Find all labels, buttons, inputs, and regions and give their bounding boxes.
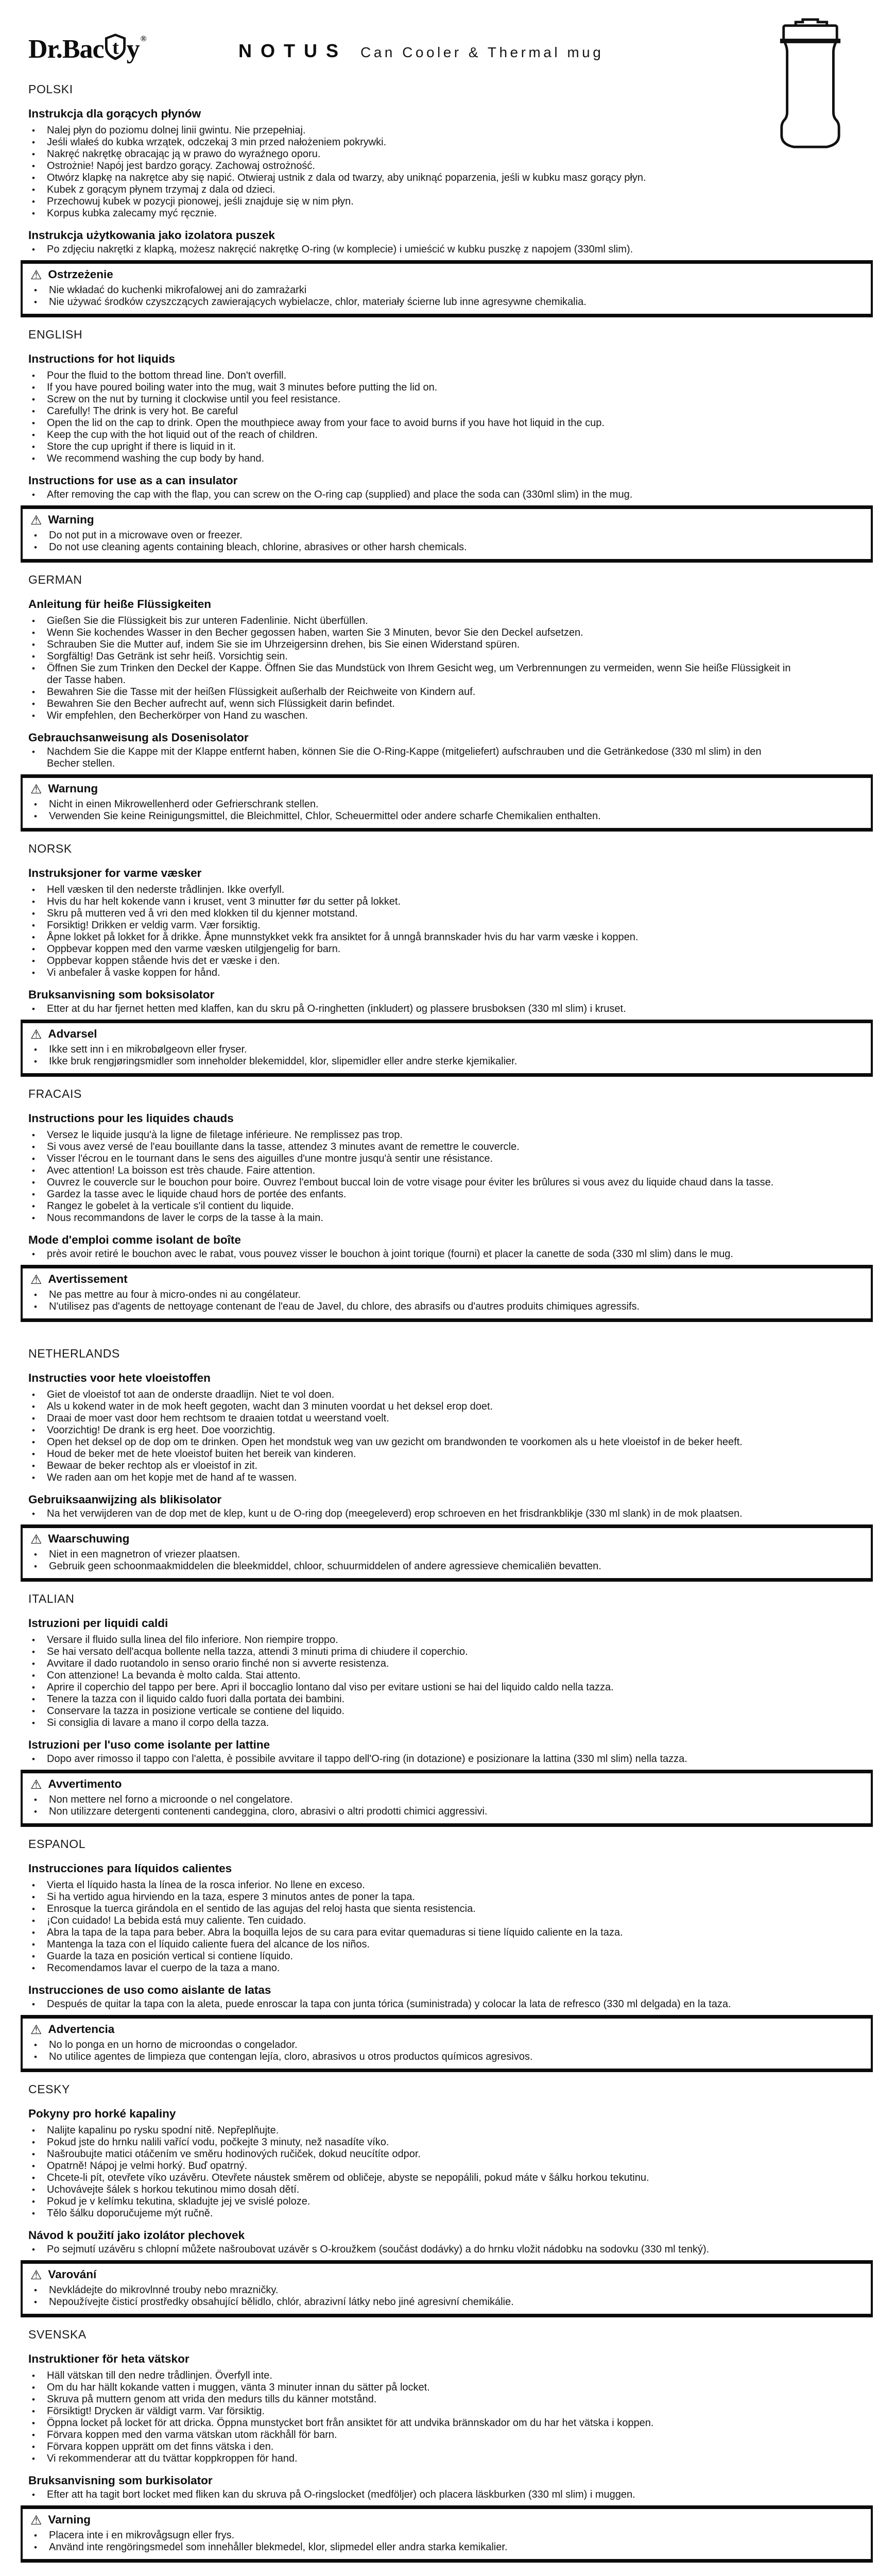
bullet-item: • Draai de moer vast door hem rechtsom te draaien totdat u weerstand voelt.: [28, 1413, 796, 1425]
warning-header: [30, 1777, 860, 1791]
can-insulator-list: [28, 1508, 873, 1520]
warning-header: [30, 782, 860, 795]
bullet-item: • Vi anbefaler å vaske koppen for hånd.: [28, 967, 796, 979]
bullet-item: • Nalej płyn do poziomu dolnej linii gwintu. Nie przepełniaj.: [28, 125, 796, 137]
bullet-item: • N'utilisez pas d'agents de nettoyage contenant de l'eau de Javel, du chlore, des abrasifs ou d'autres produits chimiques agressifs.: [30, 1301, 840, 1313]
bullet-item: • Schrauben Sie die Mutter auf, indem Sie sie im Uhrzeigersinn drehen, bis Sie einen Widerstand spüren.: [28, 639, 796, 651]
warning-title: Varování: [48, 2268, 97, 2281]
warning-title: Waarschuwing: [48, 1532, 130, 1545]
bullet-item: • Houd de beker met de hete vloeistof buiten het bereik van kinderen.: [28, 1448, 796, 1460]
section-italian: [28, 1592, 873, 1827]
bullet-item: • We raden aan om het kopje met de hand af te wassen.: [28, 1472, 796, 1484]
warning-triangle-icon: ⚠: [30, 2267, 42, 2282]
bullet-item: • Kubek z gorącym płynem trzymaj z dala od dzieci.: [28, 184, 796, 196]
warning-title: Varning: [48, 2513, 91, 2526]
bullet-item: • Etter at du har fjernet hetten med klaffen, kan du skru på O-ringhetten (inkludert) og plassere brusboksen (330 ml slim) i kruset.: [28, 1003, 796, 1015]
bullet-item: • Recomendamos lavar el cuerpo de la taza a mano.: [28, 1962, 796, 1974]
bullet-item: • Non mettere nel forno a microonde o nel congelatore.: [30, 1794, 840, 1806]
warning-box: [21, 2260, 873, 2317]
hot-liquids-list: [28, 1634, 873, 1729]
warning-title: Warnung: [48, 782, 98, 795]
bullet-item: • Otwórz klapkę na nakrętce aby się napić. Otwieraj ustnik z dala od twarzy, aby uniknąć poparzenia, jeśli w kubku masz gorący płyn.: [28, 172, 796, 184]
can-insulator-heading: Návod k použití jako izolátor plechovek: [28, 2229, 245, 2242]
bullet-item: • Pokud jste do hrnku nalili vařící vodu, počkejte 3 minuty, než nasadíte víko.: [28, 2137, 796, 2148]
warning-list: [30, 530, 860, 553]
bullet-item: • près avoir retiré le bouchon avec le rabat, vous pouvez visser le bouchon à joint torique (fourni) et placer la canette de soda (330 ml slim) dans le mug.: [28, 1248, 796, 1260]
bullet-item: • Dopo aver rimosso il tappo con l'aletta, è possibile avvitare il tappo dell'O-ring (in dotazione) e posizionare la lattina (330 ml slim) nella tazza.: [28, 1753, 796, 1765]
bullet-item: • Si vous avez versé de l'eau bouillante dans la tasse, attendez 3 minutes avant de remettre le couvercle.: [28, 1141, 796, 1153]
can-insulator-heading: Instrukcja użytkowania jako izolatora puszek: [28, 229, 275, 242]
warning-box: [21, 1524, 873, 1582]
bullet-item: • Nicht in einen Mikrowellenherd oder Gefrierschrank stellen.: [30, 799, 840, 810]
bullet-item: • Avec attention! La boisson est très chaude. Faire attention.: [28, 1165, 796, 1177]
hot-liquids-heading: Instructions pour les liquides chauds: [28, 1112, 234, 1125]
hot-liquids-list: [28, 884, 873, 979]
bullet-item: • Pokud je v kelímku tekutina, skladujte jej ve svislé poloze.: [28, 2196, 796, 2208]
can-insulator-heading: Bruksanvisning som burkisolator: [28, 2474, 213, 2487]
warning-triangle-icon: ⚠: [30, 1026, 42, 1042]
warning-title: Ostrzeżenie: [48, 268, 113, 281]
hot-liquids-list: [28, 1129, 873, 1224]
bullet-item: • No lo ponga en un horno de microondas o congelador.: [30, 2039, 840, 2051]
hot-liquids-heading: Instructies voor hete vloeistoffen: [28, 1371, 211, 1384]
warning-triangle-icon: ⚠: [30, 2512, 42, 2528]
brand-name-left: Dr.Bac: [28, 35, 104, 64]
bullet-item: • Open the lid on the cap to drink. Open the mouthpiece away from your face to avoid burns if you have hot liquid in the cup.: [28, 417, 796, 429]
bullet-item: • ¡Con cuidado! La bebida está muy caliente. Ten cuidado.: [28, 1915, 796, 1927]
warning-list: [30, 799, 860, 822]
bullet-item: • Našroubujte matici otáčením ve směru hodinových ručiček, dokud neucítíte odpor.: [28, 2148, 796, 2160]
bullet-item: • Nalijte kapalinu po rysku spodní nitě. Nepřeplňujte.: [28, 2125, 796, 2137]
warning-box: [21, 505, 873, 563]
warning-title: Warning: [48, 513, 94, 526]
bullet-item: • Wenn Sie kochendes Wasser in den Becher gegossen haben, warten Sie 3 Minuten, bevor Sie den Deckel aufsetzen.: [28, 627, 796, 639]
language-label: ITALIAN: [28, 1592, 75, 1605]
can-insulator-heading: Bruksanvisning som boksisolator: [28, 988, 215, 1001]
bullet-item: • Versez le liquide jusqu'à la ligne de filetage inférieure. Ne remplissez pas trop.: [28, 1129, 796, 1141]
can-insulator-list: [28, 1753, 873, 1765]
section-english: [28, 328, 873, 563]
hot-liquids-heading: Instruksjoner for varme væsker: [28, 867, 202, 879]
warning-list: [30, 284, 860, 308]
bullet-item: • Bewahren Sie die Tasse mit der heißen Flüssigkeit außerhalb der Reichweite von Kindern auf.: [28, 686, 796, 698]
section-fracais: [28, 1087, 873, 1322]
warning-header: [30, 268, 860, 281]
bullet-item: • Om du har hällt kokande vatten i muggen, vänta 3 minuter innan du sätter på locket.: [28, 2382, 796, 2394]
hot-liquids-heading: Instrukcja dla gorących płynów: [28, 107, 201, 120]
can-insulator-list: [28, 2489, 873, 2501]
bullet-item: • We recommend washing the cup body by hand.: [28, 453, 796, 465]
bullet-item: • Open het deksel op de dop om te drinken. Open het mondstuk weg van uw gezicht om brandwonden te voorkomen als u hete vloeistof in de beker heeft.: [28, 1436, 796, 1448]
bullet-item: • Po sejmutí uzávěru s chlopní můžete našroubovat uzávěr s O-kroužkem (součást dodávky) a do hrnku vložit nádobku na sodovku (330 ml tenký).: [28, 2244, 796, 2256]
bullet-item: • Voorzichtig! De drank is erg heet. Doe voorzichtig.: [28, 1425, 796, 1436]
bullet-item: • Förvara koppen med den varma vätskan utom räckhåll för barn.: [28, 2429, 796, 2441]
bullet-item: • Abra la tapa de la tapa para beber. Abra la boquilla lejos de su cara para evitar quemaduras si tiene líquido caliente en la taza.: [28, 1927, 796, 1939]
bullet-item: • Nepoužívejte čisticí prostředky obsahující bělidlo, chlór, abrazivní látky nebo jiné agresivní chemikálie.: [30, 2296, 840, 2308]
bullet-item: • Vierta el líquido hasta la línea de la rosca inferior. No llene en exceso.: [28, 1879, 796, 1891]
hot-liquids-list: [28, 370, 873, 465]
bullet-item: • Bewahren Sie den Becher aufrecht auf, wenn sich Flüssigkeit darin befindet.: [28, 698, 796, 710]
warning-triangle-icon: ⚠: [30, 1776, 42, 1792]
bullet-item: • Nachdem Sie die Kappe mit der Klappe entfernt haben, können Sie die O-Ring-Kappe (mitgeliefert) aufschrauben und die Getränkedose (330 ml slim) in den Becher stellen.: [28, 746, 796, 770]
can-insulator-list: [28, 1248, 873, 1260]
product-subtitle: Can Cooler & Thermal mug: [360, 44, 604, 60]
warning-triangle-icon: ⚠: [30, 1272, 42, 1287]
warning-box: [21, 774, 873, 832]
bullet-item: • Vi rekommenderar att du tvättar koppkroppen för hand.: [28, 2453, 796, 2465]
warning-box: [21, 2015, 873, 2072]
bullet-item: • Korpus kubka zalecamy myć ręcznie.: [28, 208, 796, 219]
language-label: SVENSKA: [28, 2328, 87, 2341]
language-label: ESPANOL: [28, 1837, 86, 1851]
warning-title: Advarsel: [48, 1027, 97, 1040]
can-insulator-heading: Istruzioni per l'uso come isolante per lattine: [28, 1738, 270, 1751]
section-polski: [28, 82, 873, 317]
bullet-item: • Mantenga la taza con el líquido caliente fuera del alcance de los niños.: [28, 1939, 796, 1951]
can-insulator-heading: Gebrauchsanweisung als Dosenisolator: [28, 731, 249, 744]
hot-liquids-heading: Instrucciones para líquidos calientes: [28, 1862, 232, 1875]
bullet-item: • Chcete-li pít, otevřete víko uzávěru. Otevřete náustek směrem od obličeje, abyste se nepopálili, pokud máte v šálku horkou tekutinu.: [28, 2172, 796, 2184]
language-label: GERMAN: [28, 573, 82, 586]
bullet-item: • Con attenzione! La bevanda è molto calda. Stai attento.: [28, 1670, 796, 1682]
shield-icon: [105, 33, 126, 67]
bullet-item: • Oppbevar koppen med den varme væsken utilgjengelig for barn.: [28, 943, 796, 955]
can-insulator-heading: Instructions for use as a can insulator: [28, 474, 238, 487]
bullet-item: • Na het verwijderen van de dop met de klep, kunt u de O-ring dop (meegeleverd) erop schroeven en het frisdrankblikje (330 ml slank) in de mok plaatsen.: [28, 1508, 796, 1520]
bullet-item: • Screw on the nut by turning it clockwise until you feel resistance.: [28, 394, 796, 405]
section-svenska: [28, 2328, 873, 2563]
warning-header: [30, 2513, 860, 2527]
warning-triangle-icon: ⚠: [30, 1531, 42, 1547]
language-label: ENGLISH: [28, 328, 83, 341]
bullet-item: • Avvitare il dado ruotandolo in senso orario finché non si avverte resistenza.: [28, 1658, 796, 1670]
hot-liquids-heading: Instructions for hot liquids: [28, 352, 175, 365]
bullet-item: • Przechowuj kubek w pozycji pionowej, jeśli znajduje się w nim płyn.: [28, 196, 796, 208]
warning-header: [30, 1027, 860, 1041]
bullet-item: • Ikke sett inn i en mikrobølgeovn eller fryser.: [30, 1044, 840, 1056]
bullet-item: • Ouvrez le couvercle sur le bouchon pour boire. Ouvrez l'embout buccal loin de votre visage pour éviter les brûlures si vous avez du liquide chaud dans la tasse.: [28, 1177, 796, 1189]
bullet-item: • Hell væsken til den nederste trådlinjen. Ikke overfyll.: [28, 884, 796, 896]
bullet-item: • Tělo šálku doporučujeme mýt ručně.: [28, 2208, 796, 2219]
bullet-item: • Hvis du har helt kokende vann i kruset, vent 3 minutter før du setter på lokket.: [28, 896, 796, 908]
can-insulator-heading: Mode d'emploi comme isolant de boîte: [28, 1233, 241, 1246]
brand-name-right: y: [126, 35, 140, 64]
bullet-item: • Enrosque la tuerca girándola en el sentido de las agujas del reloj hasta que sienta resistencia.: [28, 1903, 796, 1915]
warning-list: [30, 1794, 860, 1818]
bullet-item: • Gebruik geen schoonmaakmiddelen die bleekmiddel, chloor, schuurmiddelen of andere agressieve chemicaliën bevatten.: [30, 1561, 840, 1572]
section-cesky: [28, 2082, 873, 2317]
bullet-item: • Si ha vertido agua hirviendo en la taza, espere 3 minutos antes de poner la tapa.: [28, 1891, 796, 1903]
warning-box: [21, 1770, 873, 1827]
hot-liquids-heading: Anleitung für heiße Flüssigkeiten: [28, 598, 212, 611]
hot-liquids-list: [28, 1389, 873, 1484]
warning-title: Avvertimento: [48, 1777, 122, 1790]
warning-box: [21, 260, 873, 317]
section-german: [28, 573, 873, 832]
bullet-item: • Försiktigt! Drycken är väldigt varm. Var försiktig.: [28, 2405, 796, 2417]
warning-triangle-icon: ⚠: [30, 267, 42, 282]
bullet-item: • Skruva på muttern genom att vrida den medurs tills du känner motstånd.: [28, 2394, 796, 2405]
bullet-item: • Uchovávejte šálek s horkou tekutinou mimo dosah dětí.: [28, 2184, 796, 2196]
hot-liquids-heading: Istruzioni per liquidi caldi: [28, 1617, 168, 1630]
hot-liquids-heading: Pokyny pro horké kapaliny: [28, 2107, 176, 2120]
hot-liquids-heading: Instruktioner för heta vätskor: [28, 2352, 189, 2365]
warning-header: [30, 513, 860, 527]
bullet-item: • Oppbevar koppen stående hvis det er væske i den.: [28, 955, 796, 967]
warning-list: [30, 2039, 860, 2063]
bullet-item: • Gardez la tasse avec le liquide chaud hors de portée des enfants.: [28, 1189, 796, 1200]
bullet-item: • Tenere la tazza con il liquido caldo fuori dalla portata dei bambini.: [28, 1693, 796, 1705]
section-norsk: [28, 842, 873, 1077]
bullet-item: • Conservare la tazza in posizione verticale se contiene del liquido.: [28, 1705, 796, 1717]
warning-list: [30, 1549, 860, 1572]
bullet-item: • Nie używać środków czyszczących zawierających wybielacze, chlor, materiały ścierne lub inne agresywne chemikalia.: [30, 296, 840, 308]
warning-header: [30, 1273, 860, 1286]
bullet-item: • Wir empfehlen, den Becherkörper von Hand zu waschen.: [28, 710, 796, 722]
product-title: [238, 40, 604, 62]
bullet-item: • Åpne lokket på lokket for å drikke. Åpne munnstykket vekk fra ansiktet for å unngå brannskader hvis du har varm væske i koppen.: [28, 931, 796, 943]
warning-title: Avertissement: [48, 1273, 128, 1285]
bullet-item: • After removing the cap with the flap, you can screw on the O-ring cap (supplied) and place the soda can (330ml slim) in the mug.: [28, 489, 796, 501]
brand-logo: [28, 32, 146, 66]
bullet-item: • Sorgfältig! Das Getränk ist sehr heiß. Vorsichtig sein.: [28, 651, 796, 663]
hot-liquids-list: [28, 125, 873, 219]
can-insulator-heading: Gebruiksaanwijzing als blikisolator: [28, 1493, 222, 1506]
bullet-item: • Skru på mutteren ved å vri den med klokken til du kjenner motstand.: [28, 908, 796, 920]
bullet-item: • Carefully! The drink is very hot. Be careful: [28, 405, 796, 417]
warning-list: [30, 1289, 860, 1313]
bullet-item: • Als u kokend water in de mok heeft gegoten, wacht dan 3 minuten voordat u het deksel erop doet.: [28, 1401, 796, 1413]
bullet-item: • Forsiktig! Drikken er veldig varm. Vær forsiktig.: [28, 920, 796, 931]
bullet-item: • Niet in een magnetron of vriezer plaatsen.: [30, 1549, 840, 1561]
language-label: POLSKI: [28, 82, 73, 96]
bullet-item: • No utilice agentes de limpieza que contengan lejía, cloro, abrasivos u otros productos químicos agresivos.: [30, 2051, 840, 2063]
hot-liquids-list: [28, 2370, 873, 2465]
can-insulator-list: [28, 489, 873, 501]
bullet-item: • Guarde la taza en posición vertical si contiene líquido.: [28, 1951, 796, 1962]
bullet-item: • Versare il fluido sulla linea del filo inferiore. Non riempire troppo.: [28, 1634, 796, 1646]
warning-header: [30, 2023, 860, 2036]
bullet-item: • Placera inte i en mikrovågsugn eller frys.: [30, 2530, 840, 2541]
bullet-item: • Använd inte rengöringsmedel som innehåller blekmedel, klor, slipmedel eller andra starka kemikalier.: [30, 2541, 840, 2553]
bullet-item: • Keep the cup with the hot liquid out of the reach of children.: [28, 429, 796, 441]
warning-triangle-icon: ⚠: [30, 512, 42, 528]
bullet-item: • Do not put in a microwave oven or freezer.: [30, 530, 840, 541]
hot-liquids-list: [28, 1879, 873, 1974]
can-insulator-heading: Instrucciones de uso como aislante de latas: [28, 1984, 271, 1996]
warning-header: [30, 1532, 860, 1546]
bullet-item: • Jeśli wlałeś do kubka wrzątek, odczekaj 3 min przed nałożeniem pokrywki.: [28, 137, 796, 148]
bullet-item: • Gießen Sie die Flüssigkeit bis zur unteren Fadenlinie. Nicht überfüllen.: [28, 615, 796, 627]
bullet-item: • Giet de vloeistof tot aan de onderste draadlijn. Niet te vol doen.: [28, 1389, 796, 1401]
bullet-item: • Förvara koppen upprätt om det finns vätska i den.: [28, 2441, 796, 2453]
can-insulator-list: [28, 244, 873, 256]
header: [28, 0, 873, 72]
warning-box: [21, 1265, 873, 1322]
bullet-item: • Häll vätskan till den nedre trådlinjen. Överfyll inte.: [28, 2370, 796, 2382]
can-insulator-list: [28, 1003, 873, 1015]
bullet-item: • Se hai versato dell'acqua bollente nella tazza, attendi 3 minuti prima di chiudere il coperchio.: [28, 1646, 796, 1658]
warning-triangle-icon: ⚠: [30, 2022, 42, 2037]
bullet-item: • Opatrně! Nápoj je velmi horký. Buď opatrný.: [28, 2160, 796, 2172]
bullet-item: • Nevkládejte do mikrovlnné trouby nebo mrazničky.: [30, 2284, 840, 2296]
product-name: NOTUS: [238, 40, 347, 61]
bullet-item: • Después de quitar la tapa con la aleta, puede enroscar la tapa con junta tórica (suministrada) y colocar la lata de refresco (330 ml delgada) en la taza.: [28, 1998, 796, 2010]
bullet-item: • Do not use cleaning agents containing bleach, chlorine, abrasives or other harsh chemicals.: [30, 541, 840, 553]
warning-box: [21, 1020, 873, 1077]
section-espanol: [28, 1837, 873, 2072]
can-insulator-list: [28, 746, 873, 770]
bullet-item: • Efter att ha tagit bort locket med fliken kan du skruva på O-ringslocket (medföljer) och placera läskburken (330 ml slim) i muggen.: [28, 2489, 796, 2501]
language-label: NETHERLANDS: [28, 1347, 120, 1360]
bullet-item: • Öffnen Sie zum Trinken den Deckel der Kappe. Öffnen Sie das Mundstück von Ihrem Gesicht weg, um Verbrennungen zu vermeiden, wenn Sie heiße Flüssigkeit in der Tasse haben.: [28, 663, 796, 686]
can-insulator-list: [28, 1998, 873, 2010]
registered-trademark: ®: [140, 34, 146, 43]
bullet-item: • Si consiglia di lavare a mano il corpo della tazza.: [28, 1717, 796, 1729]
bullet-item: • Ikke bruk rengjøringsmidler som inneholder blekemiddel, klor, slipemidler eller andre sterke kjemikalier.: [30, 1056, 840, 1067]
bullet-item: • Bewaar de beker rechtop als er vloeistof in zit.: [28, 1460, 796, 1472]
bullet-item: • Nous recommandons de laver le corps de la tasse à la main.: [28, 1212, 796, 1224]
bullet-item: • Non utilizzare detergenti contenenti candeggina, cloro, abrasivi o altri prodotti chimici aggressivi.: [30, 1806, 840, 1818]
bullet-item: • Ostrożnie! Napój jest bardzo gorący. Zachowaj ostrożność.: [28, 160, 796, 172]
bullet-item: • Rangez le gobelet à la verticale s'il contient du liquide.: [28, 1200, 796, 1212]
can-insulator-list: [28, 2244, 873, 2256]
bullet-item: • Nie wkładać do kuchenki mikrofalowej ani do zamrażarki: [30, 284, 840, 296]
warning-header: [30, 2268, 860, 2281]
bullet-item: • Ne pas mettre au four à micro-ondes ni au congélateur.: [30, 1289, 840, 1301]
warning-triangle-icon: ⚠: [30, 781, 42, 796]
warning-title: Advertencia: [48, 2023, 115, 2036]
bullet-item: • Öppna locket på locket för att dricka. Öppna munstycket bort från ansiktet för att undvika brännskador om du har het vätska i koppen.: [28, 2417, 796, 2429]
language-label: FRACAIS: [28, 1087, 82, 1100]
language-label: NORSK: [28, 842, 72, 855]
bullet-item: • Po zdjęciu nakrętki z klapką, możesz nakręcić nakrętkę O-ring (w komplecie) i umieścić w kubku puszkę z napojem (330ml slim).: [28, 244, 796, 256]
warning-list: [30, 2530, 860, 2553]
bullet-item: • Visser l'écrou en le tournant dans le sens des aiguilles d'une montre jusqu'à sentir une résistance.: [28, 1153, 796, 1165]
warning-list: [30, 2284, 860, 2308]
warning-box: [21, 2505, 873, 2563]
warning-list: [30, 1044, 860, 1067]
hot-liquids-list: [28, 615, 873, 722]
language-label: CESKY: [28, 2082, 70, 2096]
bullet-item: • Pour the fluid to the bottom thread line. Don't overfill.: [28, 370, 796, 382]
bullet-item: • Nakręć nakrętkę obracając ją w prawo do wyraźnego oporu.: [28, 148, 796, 160]
bullet-item: • Verwenden Sie keine Reinigungsmittel, die Bleichmittel, Chlor, Scheuermittel oder andere scharfe Chemikalien enthalten.: [30, 810, 840, 822]
bullet-item: • Aprire il coperchio del tappo per bere. Apri il boccaglio lontano dal viso per evitare ustioni se hai del liquido caldo nella tazza.: [28, 1682, 796, 1693]
shield-letter: t: [112, 37, 118, 59]
bullet-item: • If you have poured boiling water into the mug, wait 3 minutes before putting the lid on.: [28, 382, 796, 394]
hot-liquids-list: [28, 2125, 873, 2219]
section-netherlands: [28, 1347, 873, 1582]
bullet-item: • Store the cup upright if there is liquid in it.: [28, 441, 796, 453]
